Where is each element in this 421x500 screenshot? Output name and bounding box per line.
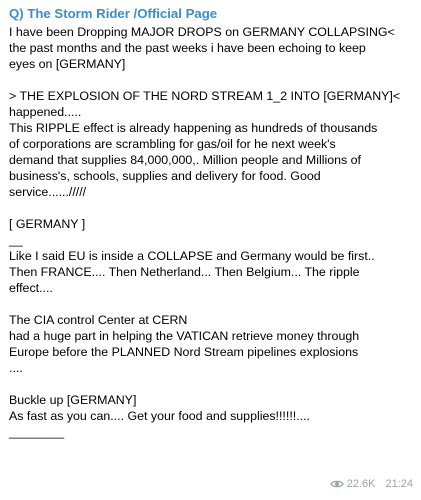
message-line: demand that supplies 84,000,000,. Million people and Millions of xyxy=(9,153,361,167)
message-line: I have been Dropping MAJOR DROPS on GERMANY COLLAPSING< xyxy=(9,25,395,39)
message-time: 21:24 xyxy=(385,478,413,490)
channel-name-link[interactable]: Q) The Storm Rider /Official Page xyxy=(9,6,218,21)
message-line: Europe before the PLANNED Nord Stream pipelines explosions xyxy=(9,345,359,359)
message-line xyxy=(9,200,415,216)
message-line: business's, schools, supplies and delivery for food. Good xyxy=(9,169,321,183)
message-line: Buckle up [GERMANY] xyxy=(9,393,137,407)
message-line: __ xyxy=(9,233,23,247)
message-line: of corporations are scrambling for gas/oil for he next week's xyxy=(9,137,336,151)
message-line xyxy=(9,296,415,312)
message-line: ________ xyxy=(9,425,65,439)
message-body xyxy=(9,24,415,440)
message-meta xyxy=(330,477,413,491)
message-line: The CIA control Center at CERN xyxy=(9,313,188,327)
message-line: service......///// xyxy=(9,185,87,199)
message-line: > THE EXPLOSION OF THE NORD STREAM 1_2 INTO [GERMANY]< xyxy=(9,89,401,103)
message-line: Then FRANCE.... Then Netherland... Then Belgium... The ripple xyxy=(9,265,360,279)
message-line: .... xyxy=(9,361,23,375)
message-line xyxy=(9,376,415,392)
message-line: happened..... xyxy=(9,105,82,119)
message-line xyxy=(9,72,415,88)
message-line: effect.... xyxy=(9,281,53,295)
message-line: had a huge part in helping the VATICAN retrieve money through xyxy=(9,329,360,343)
message-line: [ GERMANY ] xyxy=(9,217,86,231)
message-line: the past months and the past weeks i have been echoing to keep xyxy=(9,41,366,55)
message-line: As fast as you can.... Get your food and supplies!!!!!!.... xyxy=(9,409,310,423)
message-line: eyes on [GERMANY] xyxy=(9,57,126,71)
view-count: 22.6K xyxy=(346,478,376,490)
message-line: This RIPPLE effect is already happening as hundreds of thousands xyxy=(9,121,378,135)
eye-icon xyxy=(330,479,344,489)
message-line: Like I said EU is inside a COLLAPSE and Germany would be first.. xyxy=(9,249,375,263)
